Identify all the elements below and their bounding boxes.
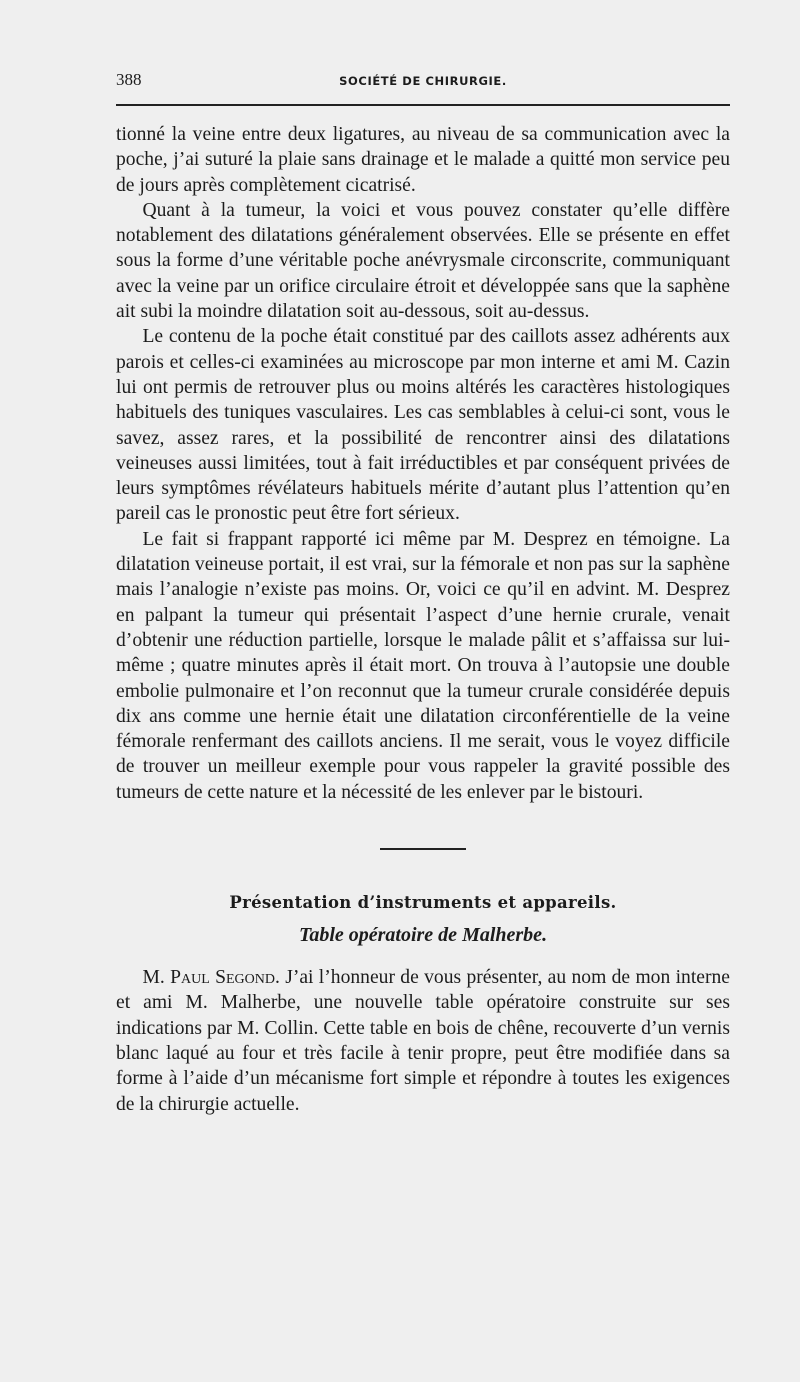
section-body xyxy=(116,965,730,1117)
section-subheading: Table opératoire de Malherbe. xyxy=(298,924,548,947)
paragraph-tumor-description: Quant à la tumeur, la voici et vous pouvez constater qu’elle diffère notablement des dilatations généralement observées. Elle se présente en effet sous la forme d’une véritable poche anévrysmale circonscrite, communiquant avec la veine par un orifice circulaire étroit et développée sans que la saphène ait subi la moindre dilatation soit au-dessous, soit au-dessus. xyxy=(116,199,730,323)
paragraph-continued: tionné la veine entre deux ligatures, au niveau de sa communication avec la poche, j’ai suturé la plaie sans drainage et le malade a quitté mon service peu de jours après complètement cicatrisé. xyxy=(116,124,730,196)
journal-title: SOCIÉTÉ DE CHIRURGIE. xyxy=(339,74,507,88)
paragraph-desprez-case: Le fait si frappant rapporté ici même par M. Desprez en témoigne. La dilatation veineuse portait, il est vrai, sur la fémorale et non pas sur la saphène mais l’analogie n’existe pas moins. Or, voici ce qu’il en advint. M. Desprez en palpant la tumeur qui présentait l’aspect d’une hernie crurale, venait d’obtenir une réduction partielle, lorsque le malade pâlit et s’affaissa sur lui-même ; quatre minutes après il était mort. On trouva à l’autopsie une double embolie pulmonaire et l’on reconnut que la tumeur crurale considérée depuis dix ans comme une hernie était une dilatation circonférentielle de la veine fémorale renfermant des caillots anciens. Il me serait, vous le voyez difficile de trouver un meilleur exemple pour vous rappeler la gravité possible des tumeurs de cette nature et la nécessité de les enlever par le bistouri. xyxy=(116,528,730,803)
speaker-name: M. Paul Segond. xyxy=(142,967,280,989)
section-divider xyxy=(380,848,466,850)
paragraph-segond-presentation xyxy=(116,965,730,1117)
section-heading: Présentation d’instruments et appareils. xyxy=(229,893,617,913)
article-body xyxy=(116,122,730,805)
paragraph-pouch-contents: Le contenu de la poche était constitué par des caillots assez adhérents aux parois et celles-ci examinées au microscope par mon interne et ami M. Cazin lui ont permis de retrouver plus ou moins altérés les caractères histologiques habituels des tuniques vasculaires. Les cas semblables à celui-ci sont, vous le savez, assez rares, et la possibilité de rencontrer ainsi des dilatations veineuses aussi limitées, tout à fait irréductibles et par conséquent privées de leurs symptômes révélateurs habituels mérite d’autant plus l’attention qu’en pareil cas le pronostic peut être fort sérieux. xyxy=(116,326,730,525)
running-head xyxy=(116,70,730,96)
header-rule xyxy=(116,104,730,106)
page-number: 388 xyxy=(116,70,142,89)
presentation-text: J’ai l’honneur de vous présenter, au nom de mon interne et ami M. Malherbe, une nouvelle table opératoire construite sur ses indications par M. Collin. Cette table en bois de chêne, recouverte d’un vernis blanc laqué au four et très facile à tenir propre, peut être modifiée dans sa forme à l’aide d’un mécanisme fort simple et répondre à toutes les exigences de la chirurgie actuelle. xyxy=(116,967,730,1115)
book-page xyxy=(116,70,730,1117)
